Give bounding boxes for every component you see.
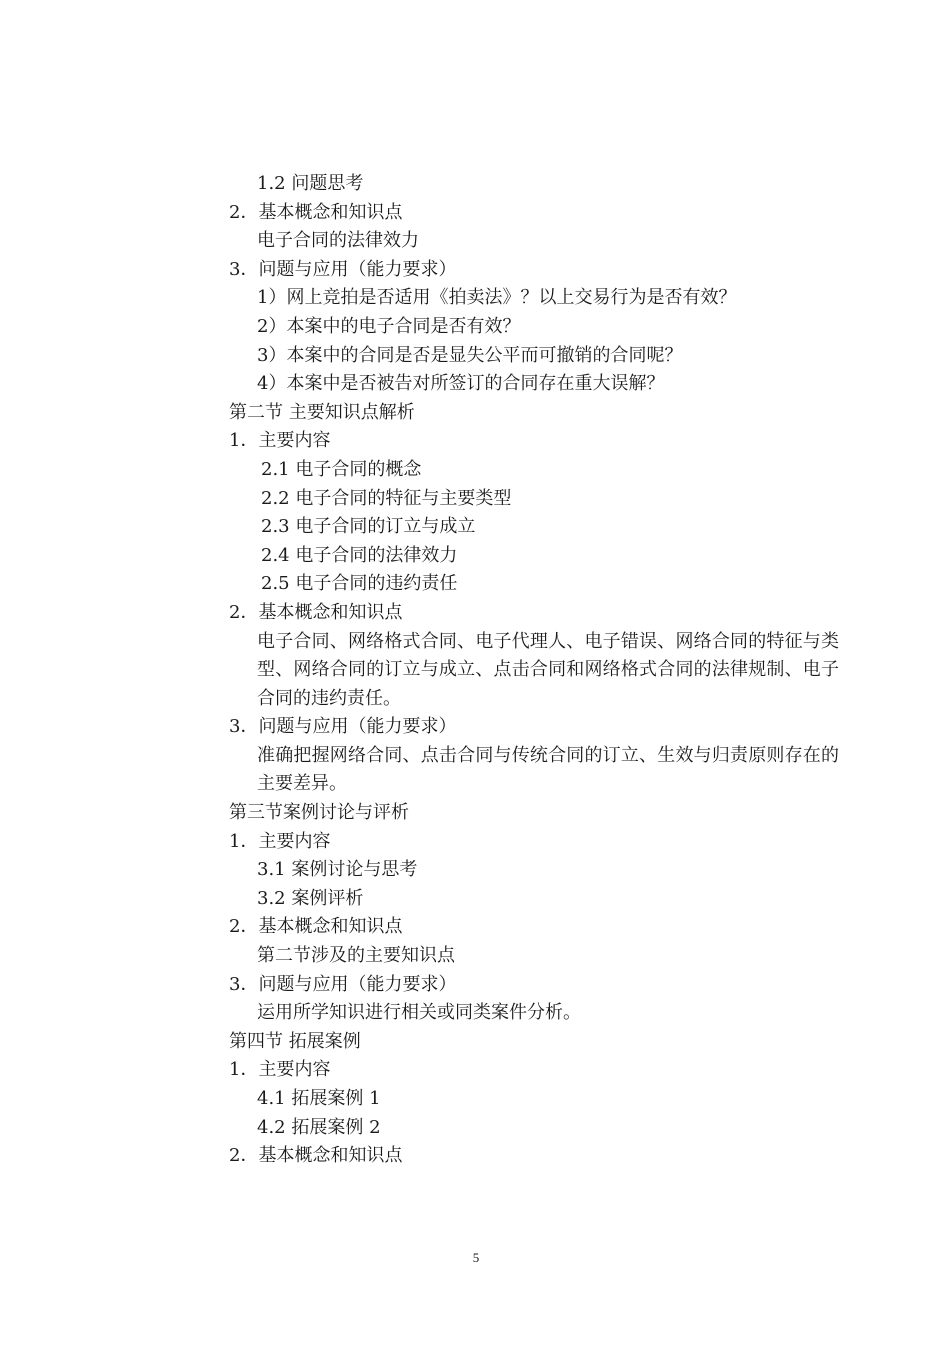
body-text: 电子合同的法律效力	[257, 230, 419, 252]
subsection-item: 2.1 电子合同的概念	[261, 458, 422, 480]
body-text: 运用所学知识进行相关或同类案件分析。	[257, 1002, 581, 1024]
list-heading: 1．主要内容	[229, 1059, 331, 1081]
subsection-item: 2.5 电子合同的违约责任	[261, 573, 458, 595]
body-paragraph: 准确把握网络合同、点击合同与传统合同的订立、生效与归责原则存在的主要差异。	[257, 744, 839, 795]
subsection-heading: 1.2 问题思考	[257, 173, 364, 194]
body-paragraph: 电子合同、网络格式合同、电子代理人、电子错误、网络合同的特征与类型、网络合同的订立与成立、点击合同和网络格式合同的法律规制、电子合同的违约责任。	[257, 630, 839, 709]
list-heading: 2．基本概念和知识点	[229, 916, 403, 938]
section-heading: 第四节 拓展案例	[229, 1030, 361, 1052]
subsection-item: 3.2 案例评析	[257, 887, 364, 909]
subsection-item: 2.2 电子合同的特征与主要类型	[261, 487, 512, 509]
list-heading: 1．主要内容	[229, 830, 331, 852]
section-heading: 第二节 主要知识点解析	[229, 401, 415, 423]
page-number: 5	[472, 1250, 480, 1265]
page-body	[229, 170, 839, 1171]
list-heading: 1．主要内容	[229, 430, 331, 452]
body-text: 第二节涉及的主要知识点	[257, 945, 455, 967]
subsection-item: 4.2 拓展案例 2	[257, 1116, 381, 1138]
list-heading: 3．问题与应用（能力要求）	[229, 258, 457, 280]
list-heading: 2．基本概念和知识点	[229, 1145, 403, 1167]
list-heading: 3．问题与应用（能力要求）	[229, 973, 457, 995]
section-heading: 第三节案例讨论与评析	[229, 802, 409, 824]
subsection-item: 2.4 电子合同的法律效力	[261, 544, 458, 566]
question-item: 1）网上竞拍是否适用《拍卖法》？以上交易行为是否有效？	[257, 287, 737, 309]
subsection-item: 3.1 案例讨论与思考	[257, 859, 418, 881]
subsection-item: 2.3 电子合同的订立与成立	[261, 516, 476, 538]
question-item: 2）本案中的电子合同是否有效？	[257, 315, 521, 337]
question-item: 3）本案中的合同是否是显失公平而可撤销的合同呢？	[257, 344, 683, 366]
list-heading: 2．基本概念和知识点	[229, 201, 403, 223]
list-heading: 3．问题与应用（能力要求）	[229, 716, 457, 738]
list-heading: 2．基本概念和知识点	[229, 601, 403, 623]
question-item: 4）本案中是否被告对所签订的合同存在重大误解？	[257, 373, 665, 395]
subsection-item: 4.1 拓展案例 1	[257, 1088, 381, 1109]
